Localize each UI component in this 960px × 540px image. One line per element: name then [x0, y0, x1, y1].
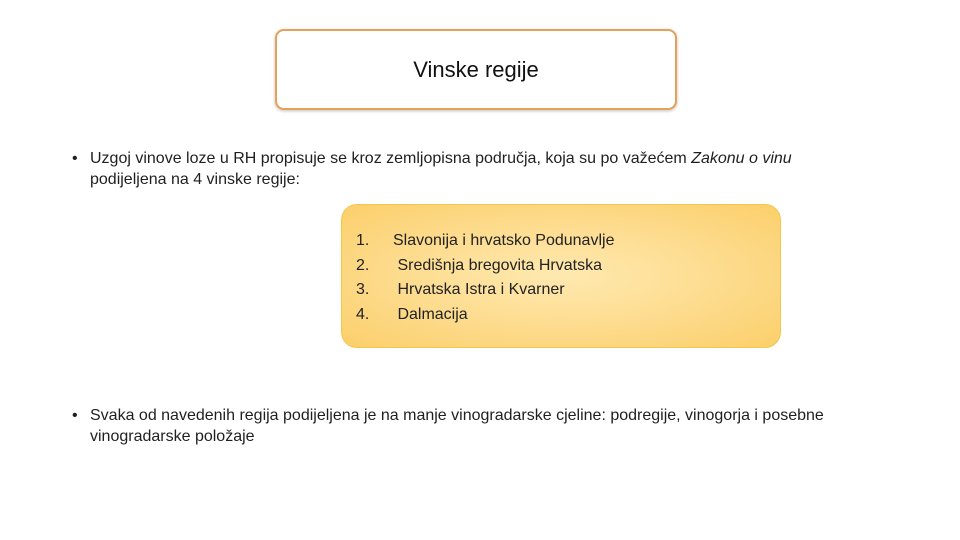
region-number: 1. — [356, 232, 370, 249]
region-number: 3. — [356, 281, 370, 298]
bullet-intro-suffix: podijeljena na 4 vinske regije: — [90, 171, 300, 188]
bullet-subdivision — [72, 405, 882, 447]
region-name: Središnja bregovita Hrvatska — [393, 256, 602, 274]
region-item — [356, 303, 614, 328]
regions-box — [341, 204, 781, 348]
bullet-intro-text — [72, 148, 882, 190]
law-name: Zakonu o vinu — [691, 150, 792, 167]
region-number: 4. — [356, 305, 370, 323]
region-name: Dalmacija — [393, 305, 468, 323]
regions-list — [356, 229, 614, 327]
region-name: Hrvatska Istra i Kvarner — [393, 281, 565, 298]
region-item — [356, 278, 614, 303]
bullet-dot: • — [72, 150, 78, 167]
bullet-dot: • — [72, 407, 78, 424]
region-item — [356, 229, 614, 254]
region-item — [356, 254, 614, 279]
slide-title: Vinske regije — [413, 56, 539, 82]
bullet-intro — [72, 148, 882, 190]
bullet-intro-prefix: Uzgoj vinove loze u RH propisuje se kroz zemljopisna područja, koja su po važećem — [90, 150, 692, 167]
title-box — [275, 29, 677, 110]
region-name: Slavonija i hrvatsko Podunavlje — [393, 232, 615, 249]
bullet-subdivision-text: Svaka od navedenih regija podijeljena je na manje vinogradarske cjeline: podregije, vinogorja i posebne vinogradarske položaje — [90, 407, 824, 445]
region-number: 2. — [356, 256, 370, 274]
